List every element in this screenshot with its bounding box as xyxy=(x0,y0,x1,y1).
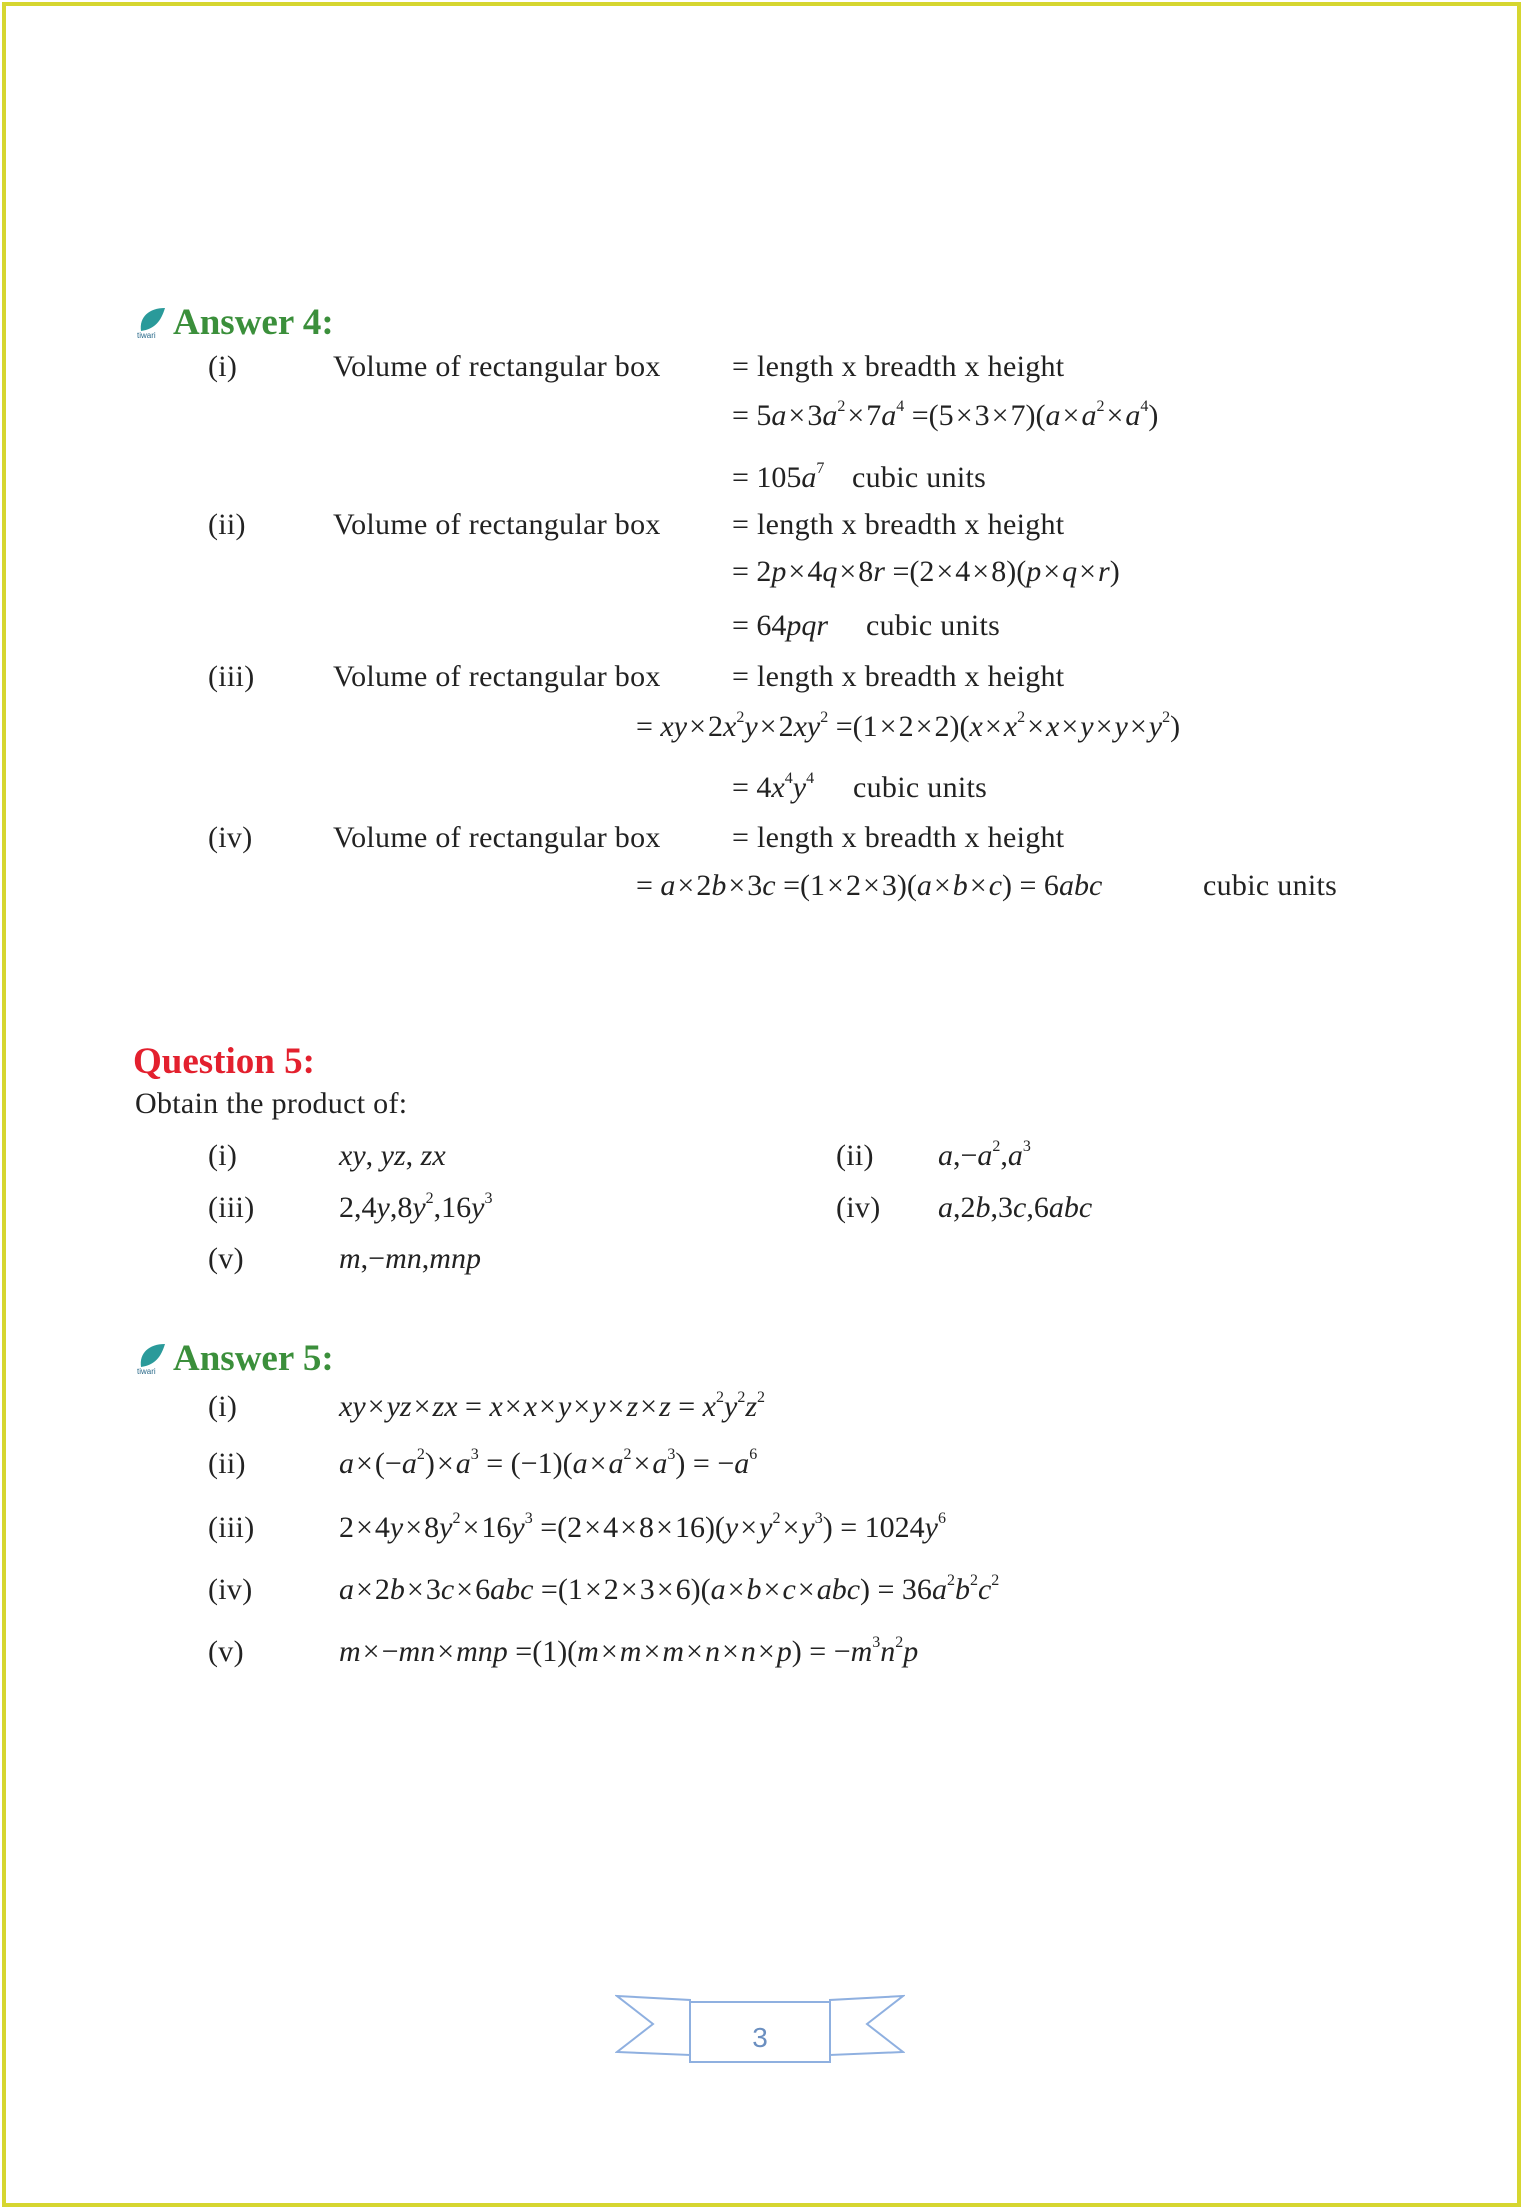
a4-rhs: = length x breadth x height xyxy=(732,508,1065,541)
question-5-prompt: Obtain the product of: xyxy=(135,1087,408,1120)
a4-label: (iv) xyxy=(208,821,253,854)
a4-label: (ii) xyxy=(208,508,246,541)
a4-rhs: = length x breadth x height xyxy=(732,821,1065,854)
q5-label: (i) xyxy=(208,1139,238,1172)
svg-text:tiwari: tiwari xyxy=(137,1367,156,1375)
a4-ii-unit: cubic units xyxy=(866,609,1001,642)
a4-iv-unit: cubic units xyxy=(1203,869,1338,902)
answer-5-heading: Answer 5: xyxy=(173,1338,334,1379)
a4-desc: Volume of rectangular box xyxy=(333,660,661,693)
q5-expression: $a,-a^2,a^3$ xyxy=(938,1138,1031,1172)
question-5-heading: Question 5: xyxy=(133,1041,315,1082)
q5-label: (iv) xyxy=(836,1191,881,1224)
a4-label: (iii) xyxy=(208,660,255,693)
a5-expression: $a\times 2b\times 3c\times 6abc =(1\times 2\times 3\times 6)(a\times b\times c\times abc) = 36a^2b^2c^2$ xyxy=(339,1572,1000,1606)
q5-label: (v) xyxy=(208,1242,244,1275)
a4-ii-result: = 64pqr xyxy=(732,609,829,642)
q5-expression: xy, yz, zx xyxy=(339,1139,446,1172)
q5-expression: m,−mn,mnp xyxy=(339,1242,481,1275)
a4-i-expression: = $5a\times 3a^2\times 7a^4 =(5\times 3\times 7)(a\times a^2\times a^4)$ xyxy=(732,398,1159,432)
a4-iii-unit: cubic units xyxy=(853,771,988,804)
a5-label: (ii) xyxy=(208,1447,246,1480)
tiwari-logo-icon xyxy=(135,305,167,339)
a4-i-unit: cubic units xyxy=(852,461,987,494)
a5-label: (iv) xyxy=(208,1573,253,1606)
a5-expression: $2\times 4y\times 8y^2\times 16y^3 =(2\times 4\times 8\times 16)(y\times y^2\times y^3) = 1024y^6$ xyxy=(339,1510,946,1544)
a4-desc: Volume of rectangular box xyxy=(333,508,661,541)
q5-label: (iii) xyxy=(208,1191,255,1224)
a5-expression: $m\times-mn\times mnp =(1)(m\times m\times m\times n\times n\times p) = -m^3n^2p$ xyxy=(339,1634,919,1668)
a4-iii-expression: = $xy\times 2x^2y\times 2xy^2 =(1\times 2\times 2)(x\times x^2\times x\times y\times y\times y^2)$ xyxy=(636,709,1181,743)
a5-label: (v) xyxy=(208,1635,244,1668)
tiwari-logo-icon xyxy=(135,1341,167,1375)
a4-ii-expression: = 2p×4q×8r =(2×4×8)(p×q×r) xyxy=(732,555,1120,588)
answer-4-heading: Answer 4: xyxy=(173,302,334,343)
a4-iv-expression: = a×2b×3c =(1×2×3)(a×b×c) = 6abc xyxy=(636,869,1103,902)
a5-expression: $xy\times yz\times zx = x\times x\times y\times y\times z\times z = x^2y^2z^2$ xyxy=(339,1389,766,1423)
a4-label: (i) xyxy=(208,350,238,383)
a4-rhs: = length x breadth x height xyxy=(732,350,1065,383)
q5-expression: $2,4y,8y^2,16y^3$ xyxy=(339,1190,493,1224)
a4-desc: Volume of rectangular box xyxy=(333,821,661,854)
svg-text:tiwari: tiwari xyxy=(137,331,156,339)
q5-expression: a,2b,3c,6abc xyxy=(938,1191,1093,1224)
page-number: 3 xyxy=(752,2022,768,2053)
a5-expression: $a\times(-a^2)\times a^3 = (-1)(a\times a^2\times a^3) = -a^6$ xyxy=(339,1446,758,1480)
a4-rhs: = length x breadth x height xyxy=(732,660,1065,693)
a5-label: (iii) xyxy=(208,1511,255,1544)
a4-iii-result: = $4x^4y^4$ xyxy=(732,770,815,804)
a5-label: (i) xyxy=(208,1390,238,1423)
q5-label: (ii) xyxy=(836,1139,874,1172)
a4-desc: Volume of rectangular box xyxy=(333,350,661,383)
a4-i-result: = $105a^7$ xyxy=(732,460,825,494)
